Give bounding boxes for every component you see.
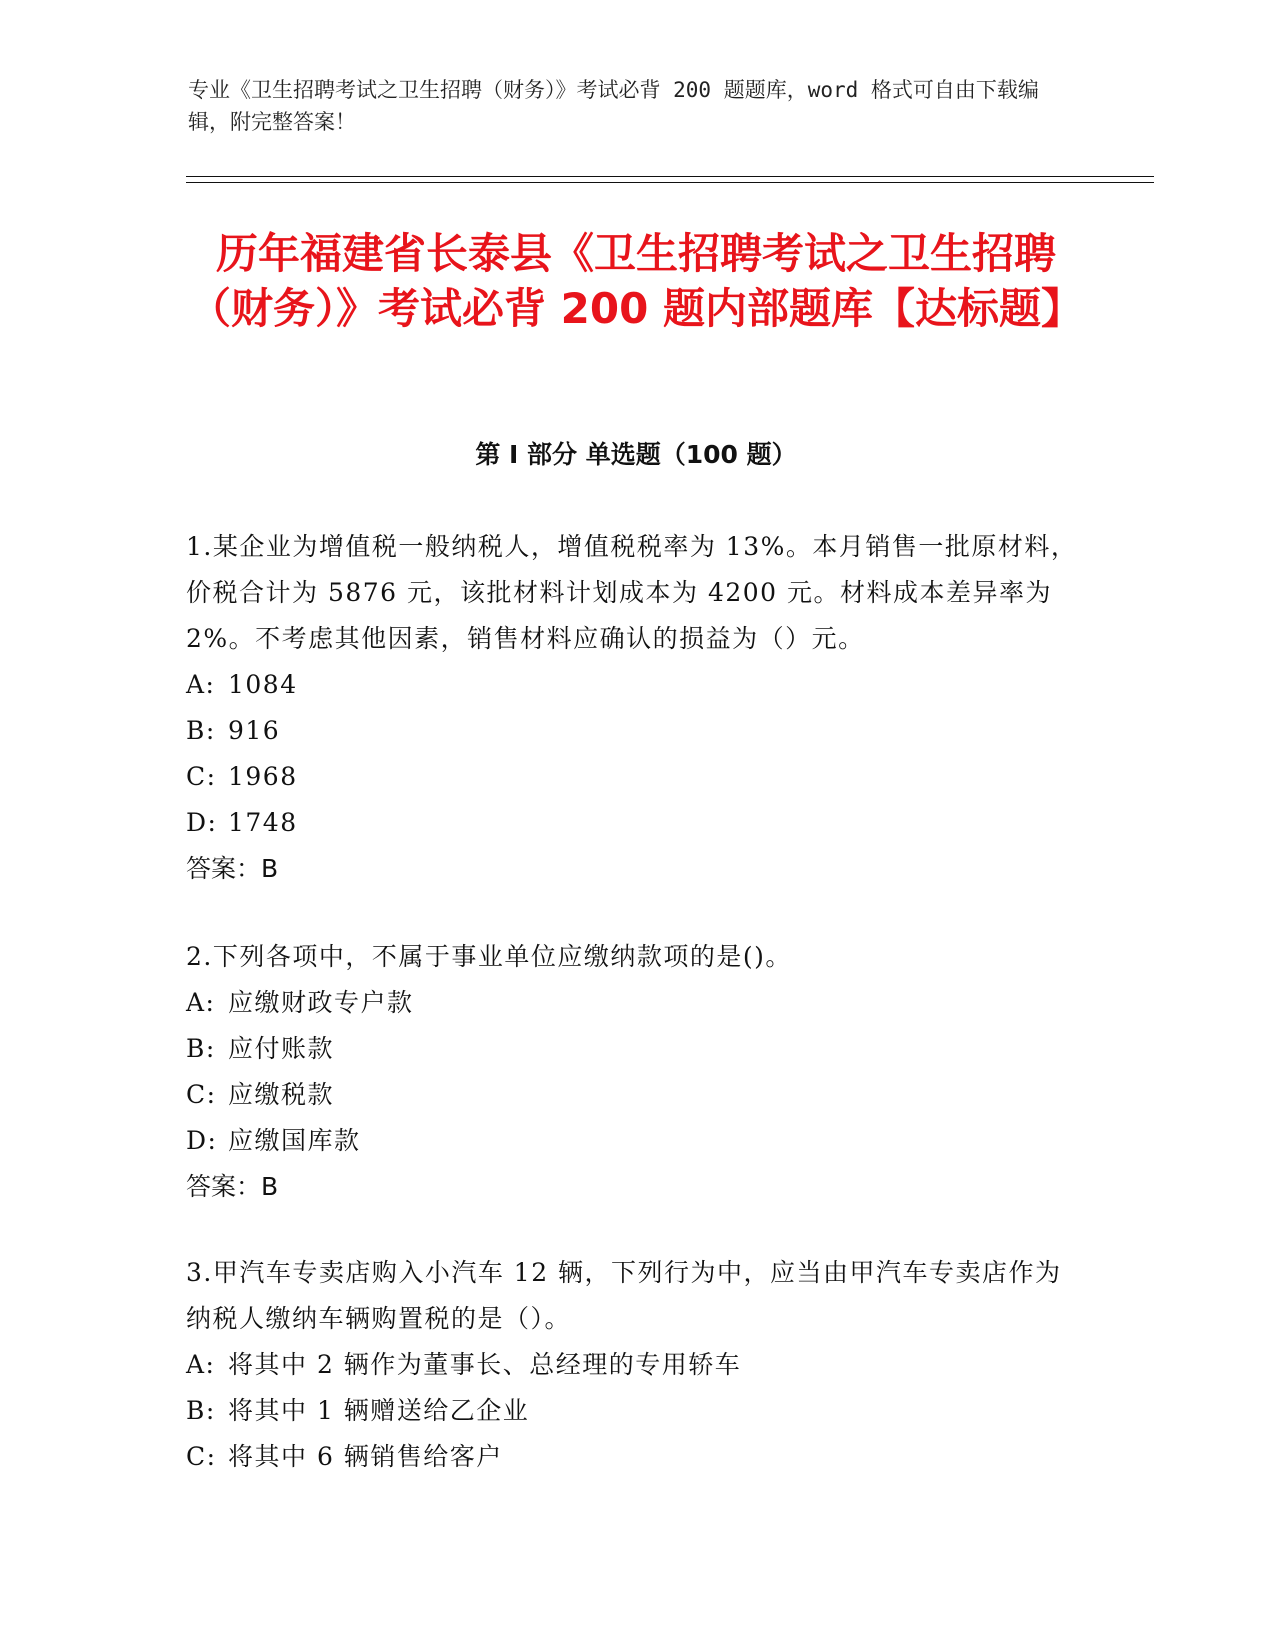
- section-heading: 第 I 部分 单选题（100 题）: [475, 440, 797, 469]
- header-rule-top: [186, 176, 1154, 177]
- option-letter: B:: [186, 716, 216, 745]
- option-letter: B:: [186, 1396, 216, 1425]
- option-c: [186, 1434, 1086, 1480]
- answer-line: 答案：B: [186, 1172, 279, 1201]
- question-stem: 1.某企业为增值税一般纳税人，增值税税率为 13%。本月销售一批原材料，价税合计为 5876 元，该批材料计划成本为 4200 元。材料成本差异率为 2%。不考虑其他因素，销售材料应确认的损益为（）元。: [186, 532, 1078, 653]
- option-text: 将其中 6 辆销售给客户: [228, 1442, 503, 1471]
- option-text: 916: [228, 716, 281, 745]
- option-letter: C:: [186, 1442, 217, 1471]
- header-rule-bottom: [186, 182, 1154, 183]
- option-a: [186, 980, 1086, 1026]
- option-text: 应缴财政专户款: [228, 988, 414, 1017]
- document-title: 历年福建省长泰县《卫生招聘考试之卫生招聘（财务）》考试必背 200 题内部题库【达标题】: [189, 229, 1083, 333]
- question-stem: 2.下列各项中，不属于事业单位应缴纳款项的是()。: [186, 942, 792, 971]
- option-letter: A:: [186, 1350, 216, 1379]
- option-c: [186, 754, 1086, 800]
- option-text: 将其中 1 辆赠送给乙企业: [228, 1396, 530, 1425]
- option-text: 1084: [228, 670, 298, 699]
- question-2: [186, 934, 1086, 1210]
- option-letter: A:: [186, 670, 216, 699]
- option-b: [186, 1026, 1086, 1072]
- option-text: 应付账款: [228, 1034, 335, 1063]
- header-note: 专业《卫生招聘考试之卫生招聘（财务）》考试必背 200 题题库，word 格式可自由下载编辑，附完整答案！: [188, 78, 1039, 134]
- option-b: [186, 708, 1086, 754]
- answer-line: 答案：B: [186, 854, 279, 883]
- option-c: [186, 1072, 1086, 1118]
- question-1: [186, 524, 1086, 892]
- option-a: [186, 662, 1086, 708]
- option-text: 1748: [228, 808, 298, 837]
- option-letter: A:: [186, 988, 216, 1017]
- option-d: [186, 1118, 1086, 1164]
- option-text: 应缴国库款: [228, 1126, 361, 1155]
- option-letter: C:: [186, 1080, 217, 1109]
- option-a: [186, 1342, 1086, 1388]
- option-text: 将其中 2 辆作为董事长、总经理的专用轿车: [228, 1350, 742, 1379]
- option-letter: C:: [186, 762, 217, 791]
- option-text: 1968: [228, 762, 298, 791]
- option-text: 应缴税款: [228, 1080, 335, 1109]
- question-stem: 3.甲汽车专卖店购入小汽车 12 辆，下列行为中，应当由甲汽车专卖店作为纳税人缴纳车辆购置税的是（）。: [186, 1258, 1062, 1333]
- option-letter: D:: [186, 1126, 218, 1155]
- question-3: [186, 1250, 1086, 1480]
- option-d: [186, 800, 1086, 846]
- option-letter: D:: [186, 808, 218, 837]
- option-b: [186, 1388, 1086, 1434]
- option-letter: B:: [186, 1034, 216, 1063]
